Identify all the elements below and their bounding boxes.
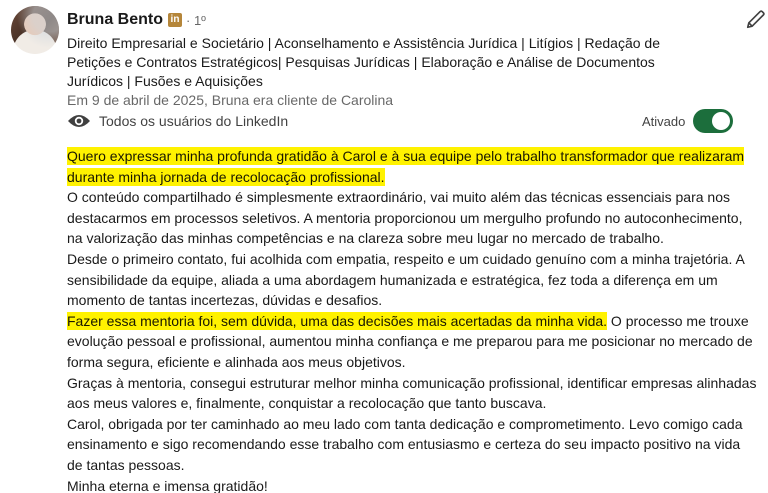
paragraph-text: O processo me trouxe evolução pessoal e profissional, aumentou minha confiança e me preparou para me posicionar no mercado de forma segura, eficiente e alinhada aos meus objetivos. [67,312,753,370]
author-name[interactable]: Bruna Bento [67,11,163,28]
paragraph [67,373,757,414]
linkedin-premium-badge-icon: in [168,13,182,27]
toggle-status-label: Ativado [642,113,686,129]
visibility-toggle-group [642,109,733,133]
paragraph-text: O conteúdo compartilhado é simplesmente extraordinário, vai muito além das técnicas essenciais para nos destacarmos em processos seletivos. A mentoria proporcionou um mergulho profundo no autoconhecimento, na valorização das minhas competências e na clareza sobre meu lugar no mercado de trabalho. [67,189,743,247]
paragraph-text: Desde o primeiro contato, fui acolhida com empatia, respeito e um cuidado genuíno com a minha trajetória. A sensibilidade da equipe, aliada a uma abordagem humanizada e estratégica, fez toda a diferença em um momento de tantas incertezas, dúvidas e desafios. [67,250,745,309]
pencil-icon[interactable] [745,8,767,30]
visibility-toggle[interactable] [693,109,733,133]
eye-icon [67,113,91,129]
paragraph-text: Carol, obrigada por ter caminhado ao meu lado com tanta dedicação e comprometimento. Levo comigo cada ensinamento e sigo recomendando esse trabalho com entusiasmo e certeza do seu impacto positivo na vida de tantas pessoas. [67,415,743,473]
paragraph [67,249,757,311]
paragraph-text: Minha eterna e imensa gratidão! [67,477,268,493]
paragraph [67,146,757,187]
highlighted-text: Quero expressar minha profunda gratidão à Carol e à sua equipe pelo trabalho transformador que realizaram durante minha jornada de recolocação profissional. [67,148,745,185]
toggle-knob [712,112,730,130]
visibility-row [67,111,288,131]
author-headline: Direito Empresarial e Societário | Aconselhamento e Assistência Jurídica | Litígios | Redação de Petições e Contratos Estratégicos| Pesquisas Jurídicas | Elaboração e Análise de Documentos Jurídicos | Fusões e Aquisições [67,35,660,89]
connection-degree: · 1º [186,12,206,28]
highlighted-text: Fazer essa mentoria foi, sem dúvida, uma das decisões mais acertadas da minha vida. [67,312,608,329]
avatar[interactable] [11,6,59,54]
author-name-row [67,9,206,31]
visibility-label: Todos os usuários do LinkedIn [99,113,289,129]
paragraph [67,476,757,493]
paragraph-text: Graças à mentoria, consegui estruturar melhor minha comunicação profissional, identificar empresas alinhadas aos meus valores e, finalmente, conquistar a recolocação que tanto buscava. [67,374,757,412]
paragraph [67,414,757,476]
paragraph [67,187,757,249]
recommendation-text [67,146,757,493]
recommendation-date-line: Em 9 de abril de 2025, Bruna era cliente de Carolina [67,92,394,108]
paragraph [67,311,757,373]
